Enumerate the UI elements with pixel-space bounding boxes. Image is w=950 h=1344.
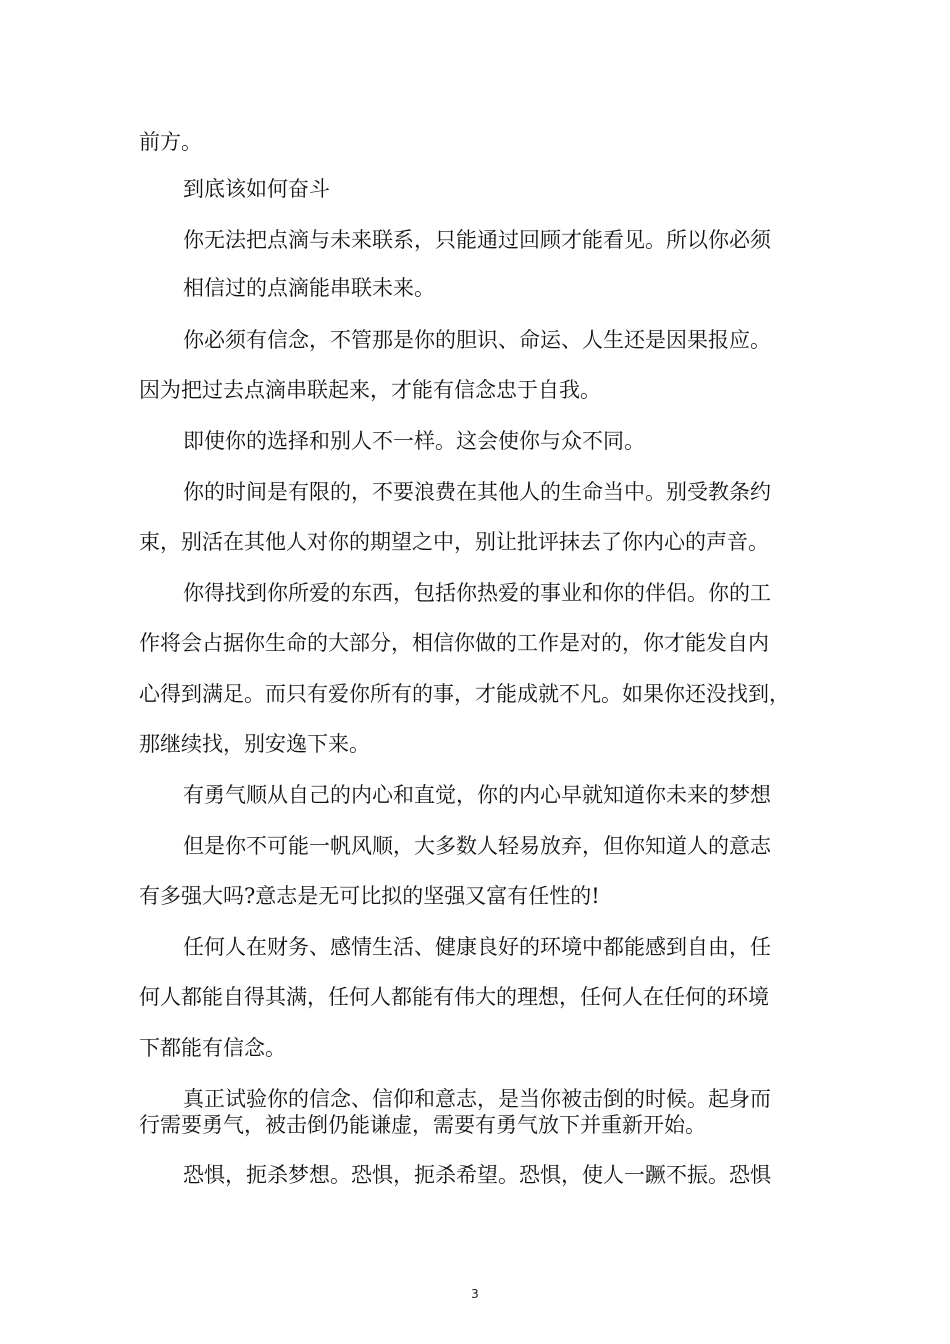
text-line-6: 因为把过去点滴串联起来，才能有信念忠于自我。 <box>139 378 601 402</box>
text-line-19: 下都能有信念。 <box>139 1036 286 1060</box>
text-line-8: 你的时间是有限的，不要浪费在其他人的生命当中。别受教条约 <box>183 480 771 504</box>
text-line-14: 有勇气顺从自己的内心和直觉，你的内心早就知道你未来的梦想 <box>183 783 771 807</box>
text-line-20: 真正试验你的信念、信仰和意志，是当你被击倒的时候。起身而 <box>183 1087 771 1111</box>
text-line-22: 恐惧，扼杀梦想。恐惧，扼杀希望。恐惧，使人一蹶不振。恐惧 <box>183 1163 771 1187</box>
text-line-1: 前方。 <box>139 130 202 154</box>
text-line-4: 相信过的点滴能串联未来。 <box>183 276 435 300</box>
text-line-3: 你无法把点滴与未来联系，只能通过回顾才能看见。所以你必须 <box>183 228 771 252</box>
text-line-21: 行需要勇气，被击倒仍能谦虚，需要有勇气放下并重新开始。 <box>139 1113 706 1137</box>
section-heading: 到底该如何奋斗 <box>183 177 330 201</box>
text-line-11: 作将会占据你生命的大部分，相信你做的工作是对的，你才能发自内 <box>139 631 769 655</box>
page-number: 3 <box>471 1287 479 1301</box>
text-line-10: 你得找到你所爱的东西，包括你热爱的事业和你的伴侣。你的工 <box>183 581 771 605</box>
text-line-5: 你必须有信念，不管那是你的胆识、命运、人生还是因果报应。 <box>183 328 771 352</box>
text-line-15: 但是你不可能一帆风顺，大多数人轻易放弃，但你知道人的意志 <box>183 834 771 858</box>
text-line-18: 何人都能自得其满，任何人都能有伟大的理想，任何人在任何的环境 <box>139 985 769 1009</box>
text-line-12: 心得到满足。而只有爱你所有的事，才能成就不凡。如果你还没找到， <box>139 682 790 706</box>
text-line-17: 任何人在财务、感情生活、健康良好的环境中都能感到自由，任 <box>183 935 771 959</box>
text-line-16: 有多强大吗?意志是无可比拟的坚强又富有任性的! <box>139 884 600 908</box>
text-line-7: 即使你的选择和别人不一样。这会使你与众不同。 <box>183 429 645 453</box>
text-line-9: 束，别活在其他人对你的期望之中，别让批评抹去了你内心的声音。 <box>139 530 769 554</box>
text-line-13: 那继续找，别安逸下来。 <box>139 732 370 756</box>
